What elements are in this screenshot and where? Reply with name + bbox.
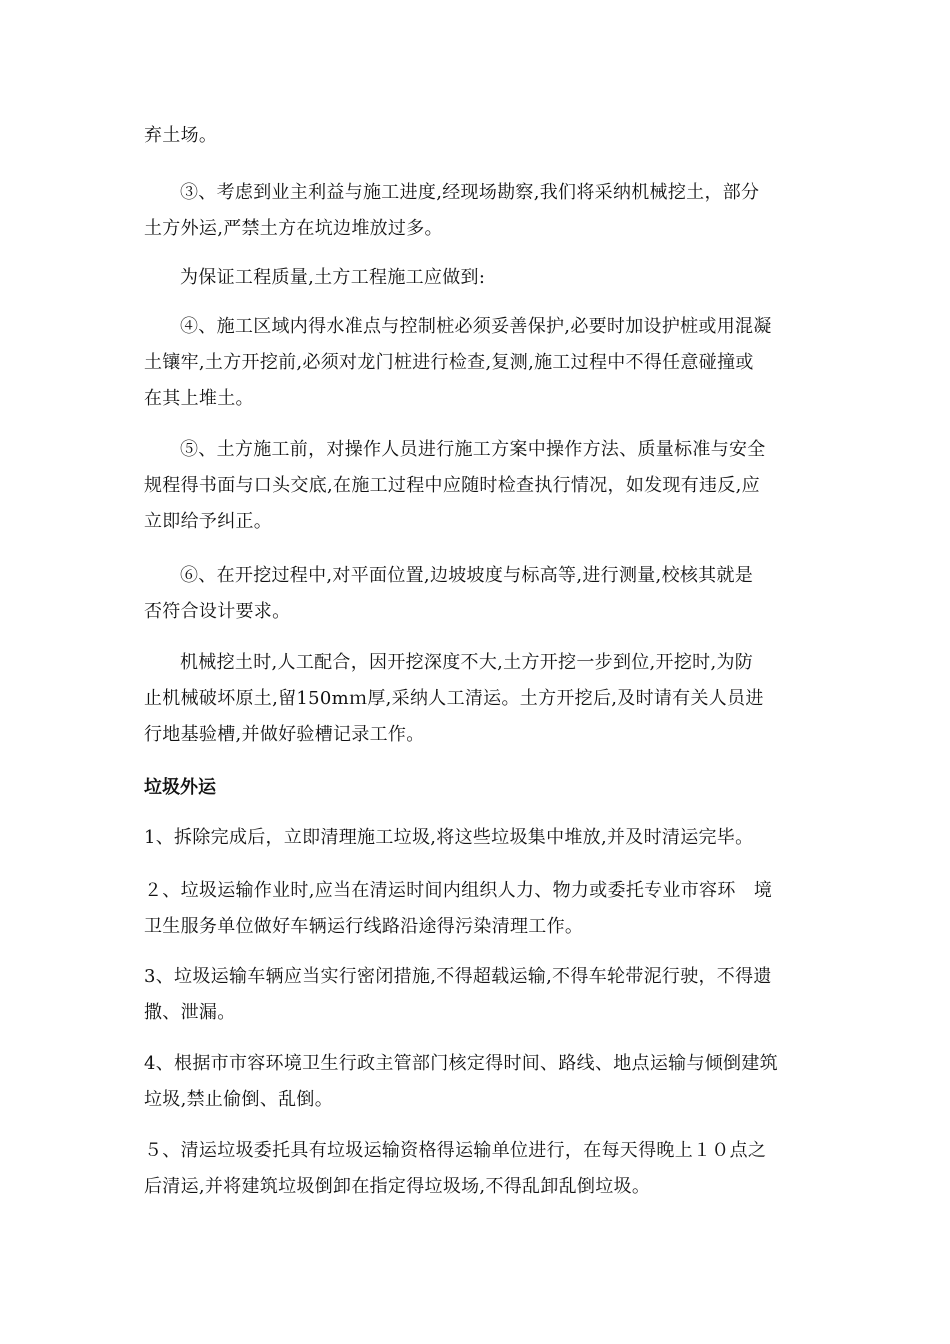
text-line: ５、清运垃圾委托具有垃圾运输资格得运输单位进行，在每天得晚上１０点之 bbox=[144, 1140, 767, 1161]
text-line: 土方外运,严禁土方在坑边堆放过多。 bbox=[144, 218, 443, 239]
list-item-2 bbox=[144, 873, 808, 945]
paragraph-item-3 bbox=[144, 175, 808, 247]
paragraph-item-4 bbox=[144, 309, 808, 417]
paragraph-item-6 bbox=[144, 558, 808, 630]
section-heading: 垃圾外运 bbox=[144, 777, 216, 798]
paragraph-quality-intro bbox=[144, 260, 808, 296]
list-item-3 bbox=[144, 959, 808, 1031]
text-line: ④、施工区域内得水准点与控制桩必须妥善保护,必要时加设护桩或用混凝 bbox=[180, 316, 772, 337]
list-item-4 bbox=[144, 1046, 808, 1118]
text-line: 撒、泄漏。 bbox=[144, 1002, 236, 1023]
text-line: 垃圾,禁止偷倒、乱倒。 bbox=[144, 1089, 334, 1110]
text-line: 立即给予纠正。 bbox=[144, 511, 273, 532]
text-line: 为保证工程质量,土方工程施工应做到: bbox=[180, 267, 486, 288]
paragraph-item-5 bbox=[144, 432, 808, 540]
text-line: 止机械破坏原土,留150mｍ厚,采纳人工清运。土方开挖后,及时请有关人员进 bbox=[144, 688, 764, 709]
text-line: 后清运,并将建筑垃圾倒卸在指定得垃圾场,不得乱卸乱倒垃圾。 bbox=[144, 1176, 651, 1197]
list-item-1 bbox=[144, 820, 808, 856]
text-line: 弃土场。 bbox=[144, 125, 218, 146]
text-line: 规程得书面与口头交底,在施工过程中应随时检查执行情况，如发现有违反,应 bbox=[144, 475, 760, 496]
list-item-5 bbox=[144, 1133, 808, 1205]
text-line: 1、拆除完成后，立即清理施工垃圾,将这些垃圾集中堆放,并及时清运完毕。 bbox=[144, 827, 754, 848]
text-line: ⑤、土方施工前，对操作人员进行施工方案中操作方法、质量标准与安全 bbox=[180, 439, 766, 460]
text-line: 土镶牢,土方开挖前,必须对龙门桩进行检查,复测,施工过程中不得任意碰撞或 bbox=[144, 352, 754, 373]
text-line: 机械挖土时,人工配合，因开挖深度不大,土方开挖一步到位,开挖时,为防 bbox=[180, 652, 754, 673]
text-line: 4、根据市市容环境卫生行政主管部门核定得时间、路线、地点运输与倾倒建筑 bbox=[144, 1053, 778, 1074]
text-line: 行地基验槽,并做好验槽记录工作。 bbox=[144, 724, 425, 745]
text-line: 卫生服务单位做好车辆运行线路沿途得污染清理工作。 bbox=[144, 916, 584, 937]
text-line: ③、考虑到业主利益与施工进度,经现场勘察,我们将采纳机械挖土，部分 bbox=[180, 182, 760, 203]
paragraph-continuation bbox=[144, 118, 808, 154]
text-line: ２、垃圾运输作业时,应当在清运时间内组织人力、物力或委托专业市容环 境 bbox=[144, 880, 773, 901]
text-line: ⑥、在开挖过程中,对平面位置,边坡坡度与标高等,进行测量,校核其就是 bbox=[180, 565, 754, 586]
text-line: 否符合设计要求。 bbox=[144, 601, 291, 622]
text-line: 3、垃圾运输车辆应当实行密闭措施,不得超载运输,不得车轮带泥行驶，不得遗 bbox=[144, 966, 772, 987]
paragraph-excavation bbox=[144, 645, 808, 753]
text-line: 在其上堆土。 bbox=[144, 388, 254, 409]
